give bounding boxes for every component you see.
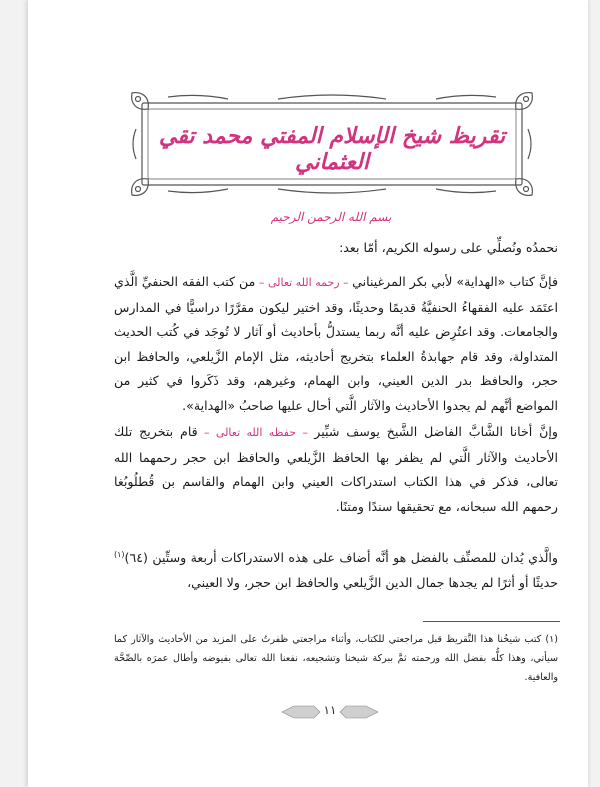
page-number-ornament [280, 700, 380, 724]
title-frame [128, 89, 536, 199]
paragraph-text: وإنَّ أخانا الشَّابَّ الفاضل الشَّيخ يوسف شبِّير [314, 424, 558, 439]
honorific-text: – رحمه الله تعالى – [255, 276, 353, 289]
footnote: (١) كتب شيخُنا هذا التَّقريظ قبل مراجعتي للكتاب، وأثناء مراجعتي ظفرتُ على المزيد من الأحاديث والآثار كما سيأتي، وهذا كلُّه بفضل الله ورحمته ثمَّ ببركة شيخنا وتشجيعه، نفعنا الله تعالى بفيوضه وأطال عمرَه بالصِّحَّة والعافية. [114, 634, 558, 683]
basmala: بسم الله الرحمن الرحيم [270, 210, 392, 224]
page-title: تقريظ شيخ الإسلام المفتي محمد تقي العثماني [158, 123, 506, 175]
opening-paragraph: نحمدُه ونُصلِّي على رسوله الكريم، أمّا بعد: [339, 240, 558, 255]
paragraph-text: من كتب الفقه الحنفيِّ الَّذي اعتَمَد عليه الفقهاءُ الحنفيَّةُ قديمًا وحديثًا، وقد اختير ليكون مقرَّرًا دراسيًّا في المدارس والجامعات. وقد اعتُرِض عليه أنَّه ربما يستدلُّ بأحاديث أو آثار لا تُوجَد في كُتب الحديث المتداولة، وقد قام جهابذةُ العلماء بتخريج أحاديثه، مثل الإمام الزَّيلعي، والحافظ ابن حجر، والحافظ بدر الدين العيني، وابن الهمام، وغيرهم، وقد ذَكَروا في كثير من المواضع أنَّهم لم يجدوا الأحاديث والآثار الَّتي أحال عليها صاحبُ «الهداية». [114, 274, 558, 413]
paragraph-text: والَّذي يُدان للمصنِّف بالفضل هو أنَّه أضاف على هذه الاستدراكات أربعة وستِّين (٦٤) [124, 550, 558, 566]
book-page [28, 0, 588, 787]
honorific-text: – حفظه الله تعالى – [197, 426, 315, 439]
paragraph-text: حديثًا أو أثرًا لم يجدها جمال الدين الزَّيلعي والحافظ ابن حجر، ولا العيني، [187, 574, 558, 590]
paragraph-additions [114, 543, 558, 595]
footnote-ref[interactable]: (١) [114, 550, 125, 559]
paragraph-hidaya [114, 270, 558, 418]
paragraph-text: قام بتخريج تلك الأحاديث والآثار الَّتي لم يظفر بها الحافظ الزَّيلعي والحافظ ابن حجر رحمهما الله تعالى، فذكر في هذا الكتاب استدراكات العيني وابن الهمام والقاسم بن قُطلُوبُغا رحمهم الله سبحانه، مع تحقيقها سندًا ومتنًا. [114, 424, 558, 514]
footnote-divider [423, 621, 560, 622]
page-number: ١١ [323, 703, 337, 717]
paragraph-text: فإنَّ كتاب «الهداية» لأبي بكر المرغيناني [352, 274, 558, 289]
paragraph-author [114, 420, 558, 519]
